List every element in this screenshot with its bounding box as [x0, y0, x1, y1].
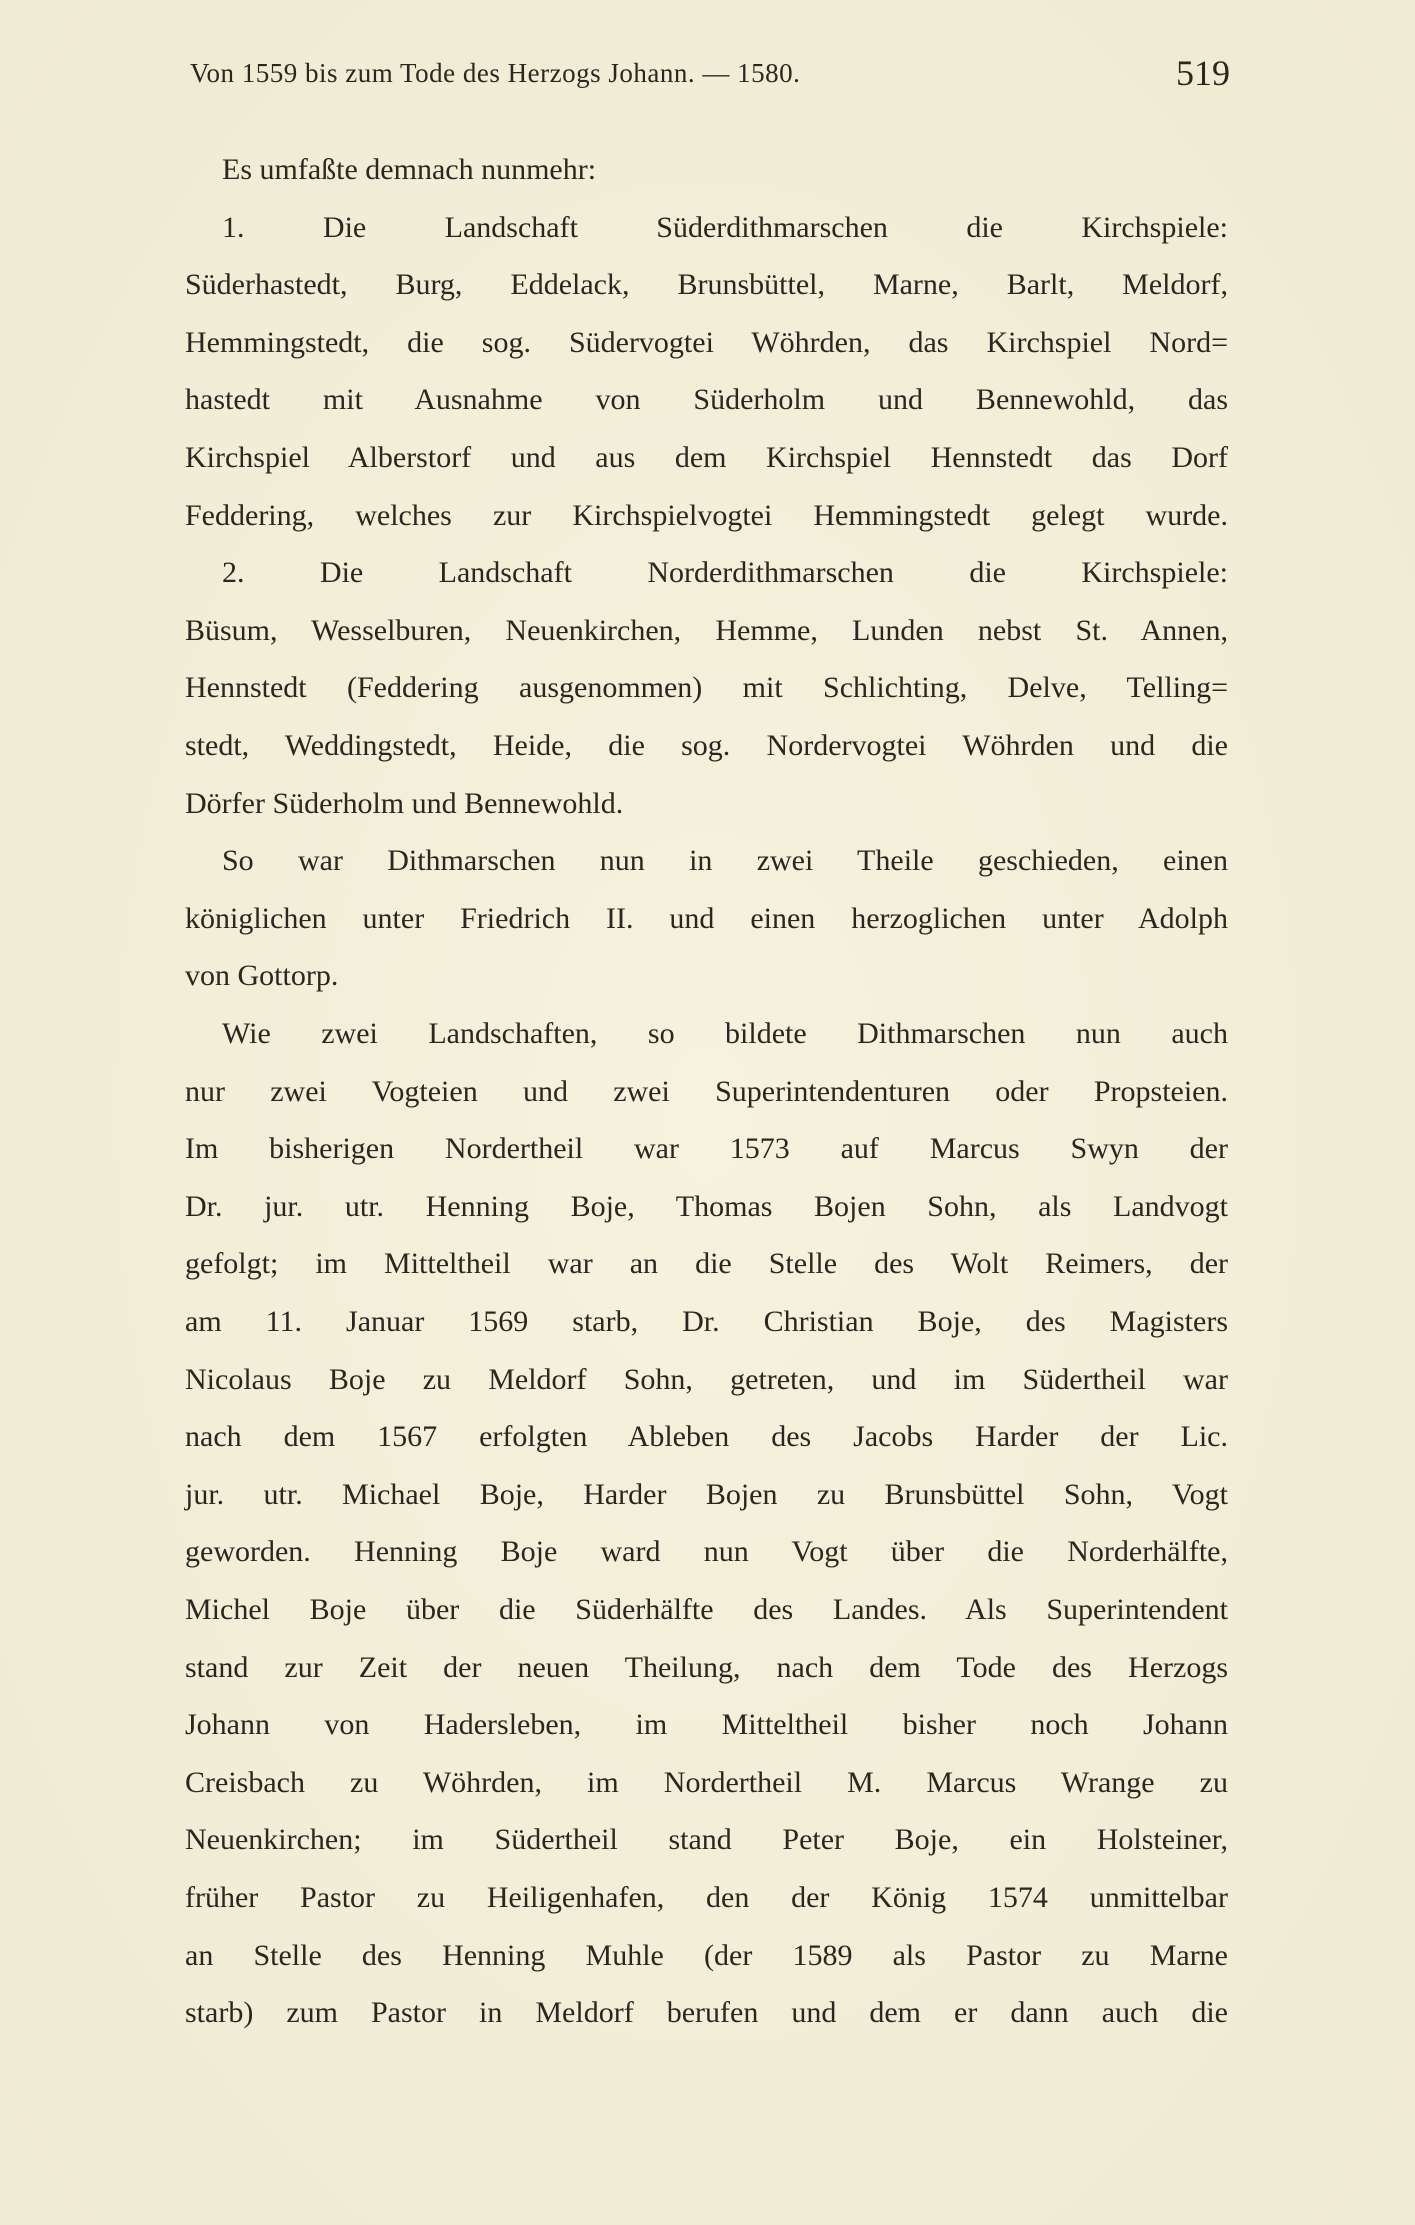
text-line: Büsum, Wesselburen, Neuenkirchen, Hemme, Lunden nebst St. Annen, — [185, 613, 1228, 647]
text-line: Hemmingstedt, die sog. Südervogtei Wöhrden, das Kirchspiel Nord= — [185, 325, 1228, 359]
text-line: gefolgt; im Mitteltheil war an die Stelle des Wolt Reimers, der — [185, 1247, 1228, 1281]
text-line: 2. Die Landschaft Norderdithmarschen die Kirchspiele: — [222, 556, 1228, 590]
text-line: Michel Boje über die Süderhälfte des Landes. Als Superintendent — [185, 1593, 1228, 1626]
text-line: Dr. jur. utr. Henning Boje, Thomas Bojen Sohn, als Landvogt — [185, 1189, 1228, 1223]
text-line: früher Pastor zu Heiligenhafen, den der König 1574 unmittelbar — [185, 1881, 1228, 1914]
text-line: stand zur Zeit der neuen Theilung, nach dem Tode des Herzogs — [185, 1650, 1228, 1684]
text-line: nach dem 1567 erfolgten Ableben des Jacobs Harder der Lic. — [185, 1420, 1228, 1454]
text-line: 1. Die Landschaft Süderdithmarschen die Kirchspiele: — [222, 210, 1228, 244]
text-line: Im bisherigen Nordertheil war 1573 auf Marcus Swyn der — [185, 1132, 1228, 1166]
text-line: von Gottorp. — [185, 959, 339, 993]
text-line: an Stelle des Henning Muhle (der 1589 als Pastor zu Marne — [185, 1938, 1228, 1972]
text-line: Süderhastedt, Burg, Eddelack, Brunsbüttel, Marne, Barlt, Meldorf, — [185, 268, 1228, 302]
text-line: Johann von Hadersleben, im Mitteltheil bisher noch Johann — [185, 1708, 1228, 1742]
text-line: Es umfaßte demnach nunmehr: — [222, 153, 597, 186]
text-line: Feddering, welches zur Kirchspielvogtei Hemmingstedt gelegt wurde. — [185, 498, 1228, 532]
text-line: Dörfer Süderholm und Bennewohld. — [185, 786, 624, 820]
text-line: starb) zum Pastor in Meldorf berufen und dem er dann auch die — [185, 1996, 1228, 2030]
text-line: stedt, Weddingstedt, Heide, die sog. Nordervogtei Wöhrden und die — [185, 729, 1228, 762]
text-line: So war Dithmarschen nun in zwei Theile geschieden, einen — [222, 844, 1228, 878]
text-line: Kirchspiel Alberstorf und aus dem Kirchspiel Hennstedt das Dorf — [185, 441, 1228, 474]
text-line: Nicolaus Boje zu Meldorf Sohn, getreten, und im Südertheil war — [185, 1362, 1228, 1396]
text-line: Neuenkirchen; im Südertheil stand Peter Boje, ein Holsteiner, — [185, 1823, 1228, 1857]
text-line: nur zwei Vogteien und zwei Superintendenturen oder Propsteien. — [185, 1074, 1228, 1108]
text-line: jur. utr. Michael Boje, Harder Bojen zu Brunsbüttel Sohn, Vogt — [185, 1477, 1228, 1511]
page-number: 519 — [1176, 53, 1230, 93]
page-header — [190, 52, 1230, 102]
running-title: Von 1559 bis zum Tode des Herzogs Johann. — 1580. — [190, 58, 801, 88]
text-line: am 11. Januar 1569 starb, Dr. Christian Boje, des Magisters — [185, 1305, 1228, 1338]
text-line: Wie zwei Landschaften, so bildete Dithmarschen nun auch — [222, 1017, 1228, 1050]
text-line: königlichen unter Friedrich II. und einen herzoglichen unter Adolph — [185, 901, 1228, 935]
text-line: hastedt mit Ausnahme von Süderholm und Bennewohld, das — [185, 383, 1228, 417]
text-line: geworden. Henning Boje ward nun Vogt über die Norderhälfte, — [185, 1535, 1228, 1569]
text-line: Creisbach zu Wöhrden, im Nordertheil M. Marcus Wrange zu — [185, 1765, 1228, 1799]
text-line: Hennstedt (Feddering ausgenommen) mit Schlichting, Delve, Telling= — [185, 671, 1228, 705]
